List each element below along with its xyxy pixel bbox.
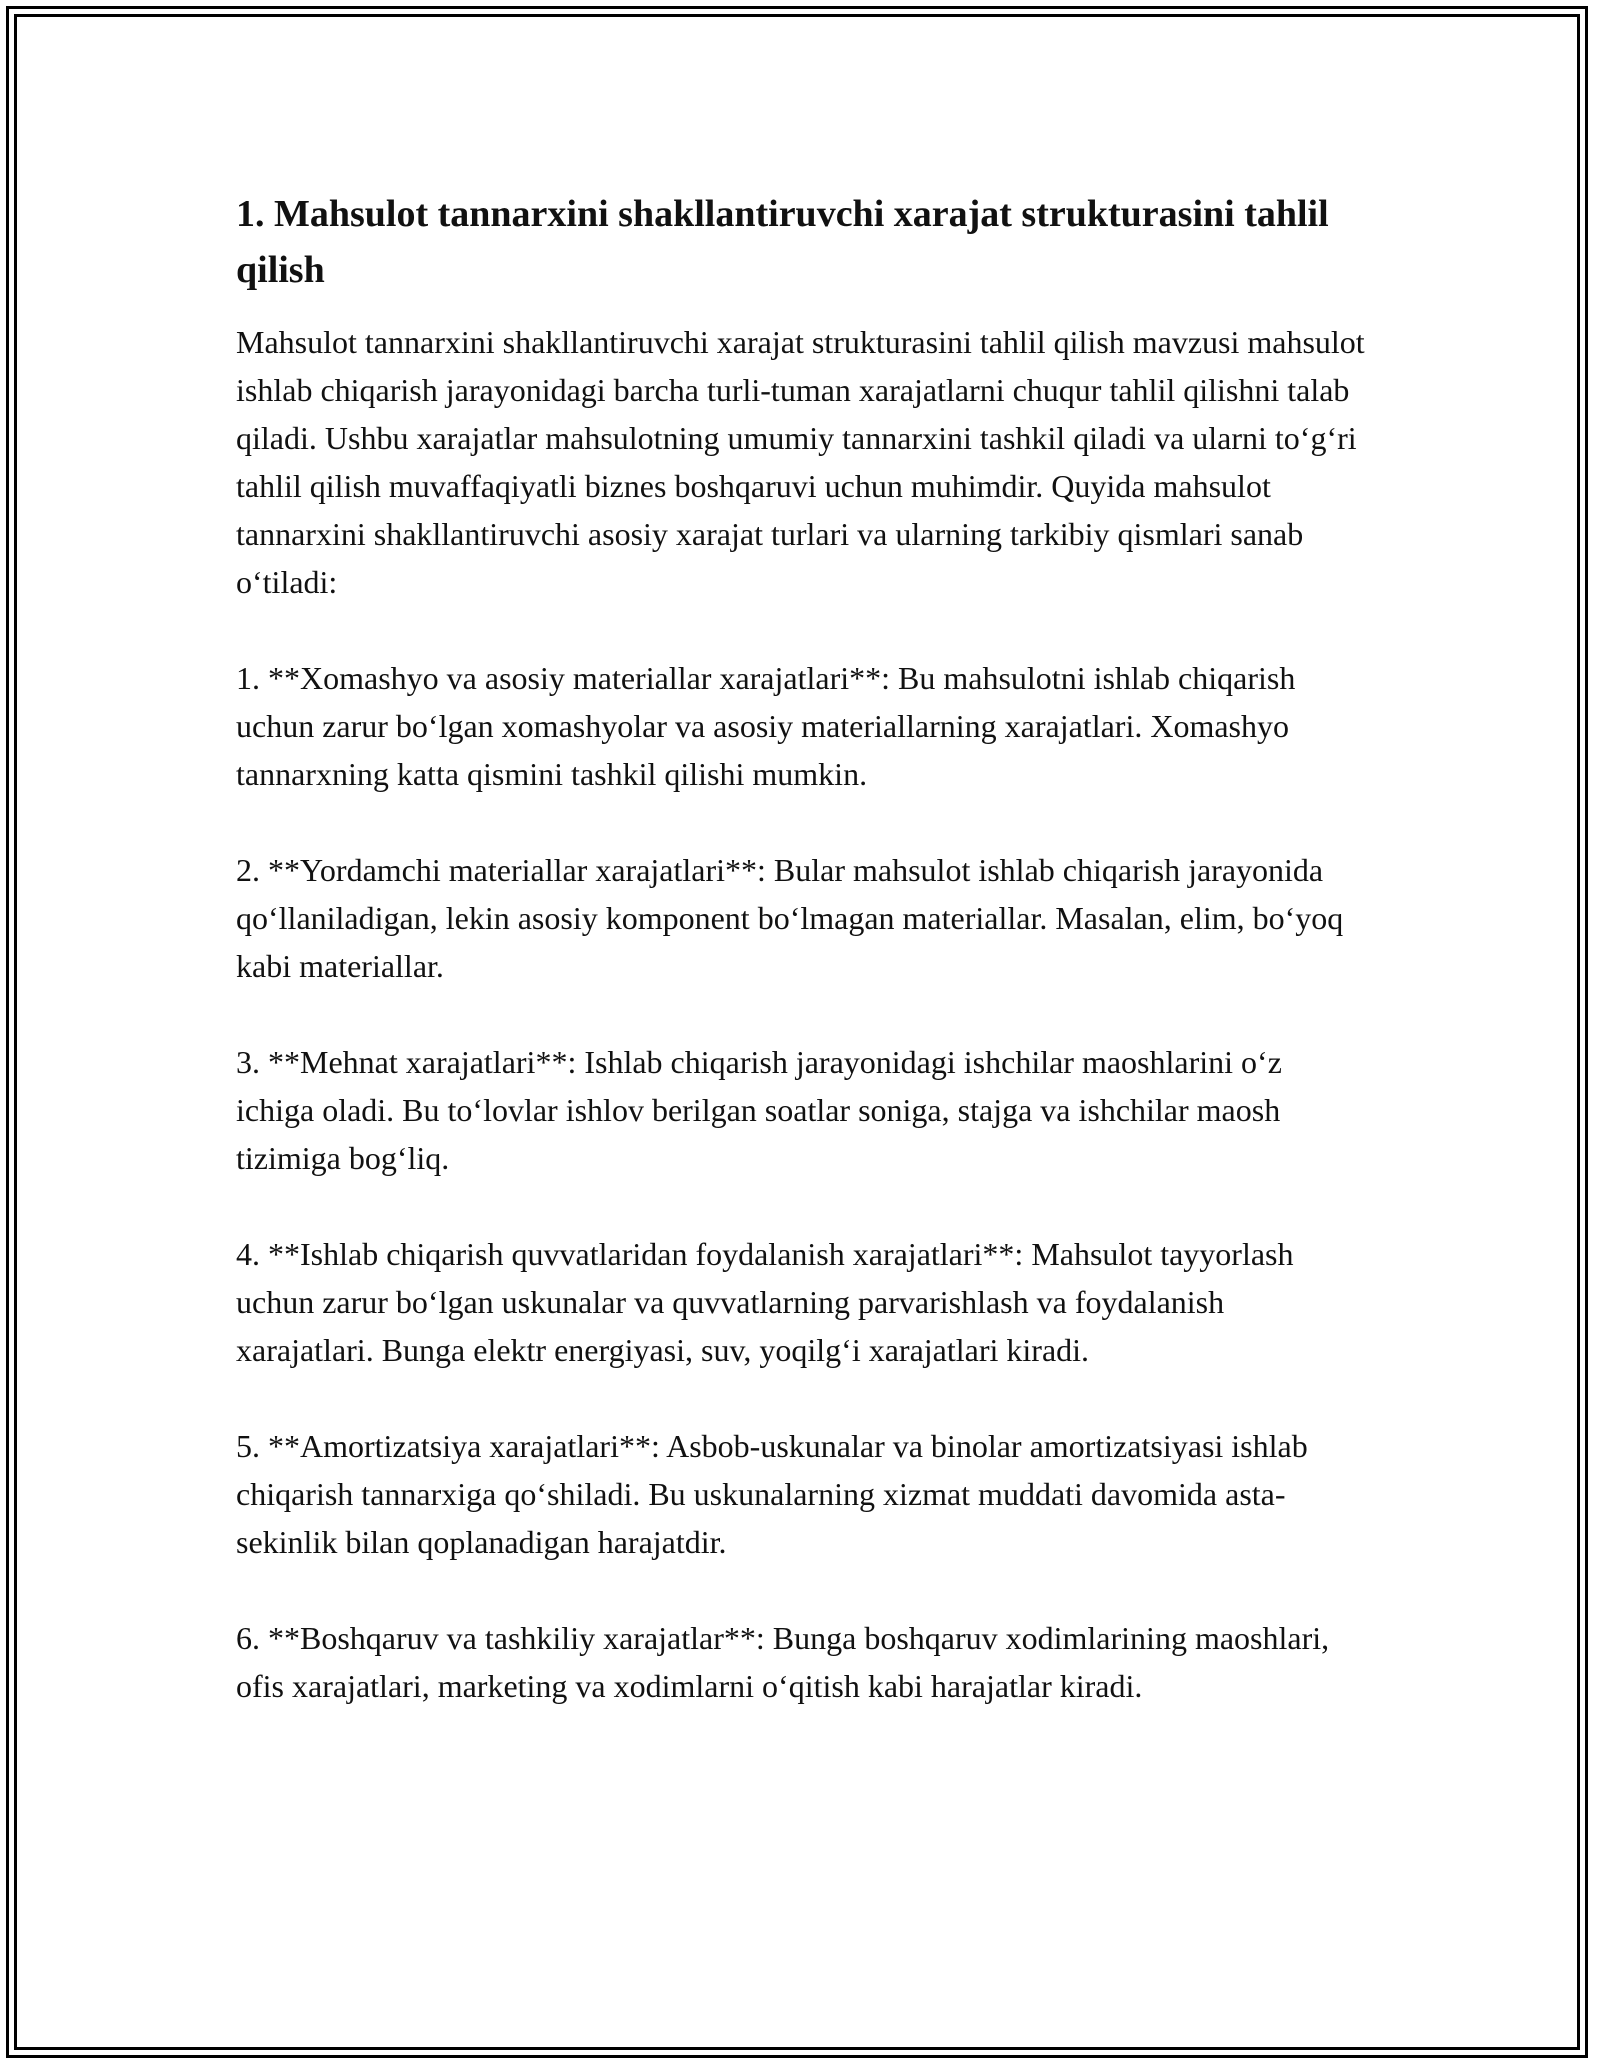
intro-paragraph: Mahsulot tannarxini shakllantiruvchi xarajat strukturasini tahlil qilish mavzusi mahsulot ishlab chiqarish jarayonidagi barcha turli-tuman xarajatlarni chuqur tahlil qilishni talab qiladi. Ushbu xarajatlar mahsulotning umumiy tannarxini tashkil qiladi va ularni to‘g‘ri tahlil qilish muvaffaqiyatli biznes boshqaruvi uchun muhimdir. Quyida mahsulot tannarxini shakllantiruvchi asosiy xarajat turlari va ularning tarkibiy qismlari sanab o‘tiladi: (236, 324, 1365, 600)
list-item-labor-costs: 3. **Mehnat xarajatlari**: Ishlab chiqarish jarayonidagi ishchilar maoshlarini o‘z ichiga oladi. Bu to‘lovlar ishlov berilgan soatlar soniga, stajga va ishchilar maosh tizimiga bog‘liq. (236, 1044, 1282, 1176)
list-item-depreciation: 5. **Amortizatsiya xarajatlari**: Asbob-uskunalar va binolar amortizatsiyasi ishlab chiqarish tannarxiga qo‘shiladi. Bu uskunalarning xizmat muddati davomida asta-sekinlik bilan qoplanadigan harajatdir. (236, 1428, 1308, 1560)
document-page (236, 186, 1366, 1758)
section-title: 1. Mahsulot tannarxini shakllantiruvchi xarajat strukturasini tahlil qilish (236, 193, 1329, 291)
list-item-raw-materials: 1. **Xomashyo va asosiy materiallar xarajatlari**: Bu mahsulotni ishlab chiqarish uchun zarur bo‘lgan xomashyolar va asosiy materiallarning xarajatlari. Xomashyo tannarxning katta qismini tashkil qilishi mumkin. (236, 660, 1296, 792)
list-item-production-capacity: 4. **Ishlab chiqarish quvvatlaridan foydalanish xarajatlari**: Mahsulot tayyorlash uchun zarur bo‘lgan uskunalar va quvvatlarning parvarishlash va foydalanish xarajatlari. Bunga elektr energiyasi, suv, yoqilg‘i xarajatlari kiradi. (236, 1236, 1294, 1368)
list-item-management-costs: 6. **Boshqaruv va tashkiliy xarajatlar**: Bunga boshqaruv xodimlarining maoshlari, ofis xarajatlari, marketing va xodimlarni o‘qitish kabi harajatlar kiradi. (236, 1620, 1330, 1704)
list-item-auxiliary-materials: 2. **Yordamchi materiallar xarajatlari**: Bular mahsulot ishlab chiqarish jarayonida qo‘llaniladigan, lekin asosiy komponent bo‘lmagan materiallar. Masalan, elim, bo‘yoq kabi materiallar. (236, 852, 1344, 984)
